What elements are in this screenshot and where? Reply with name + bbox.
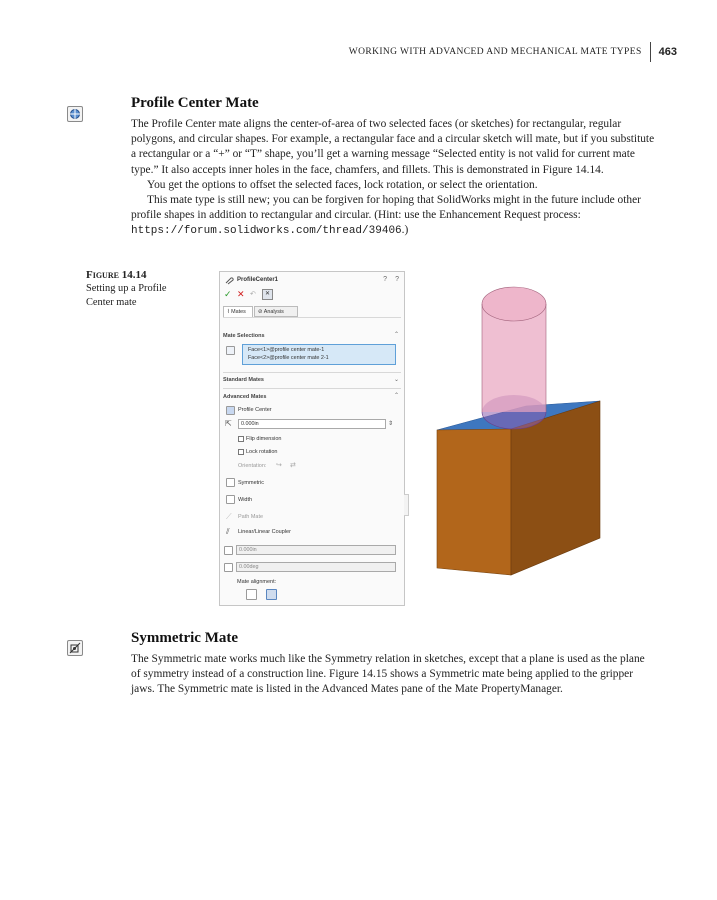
pushpin-icon[interactable]: ✕ — [262, 289, 273, 300]
tab-label: Mates — [231, 309, 246, 315]
symmetric-option[interactable]: Symmetric — [238, 480, 264, 486]
page-number: 463 — [658, 46, 677, 58]
linear-coupler-option[interactable]: Linear/Linear Coupler — [238, 529, 291, 535]
analysis-icon: ⊘ — [258, 309, 263, 315]
running-title: WORKING WITH ADVANCED AND MECHANICAL MATE TYPES — [348, 47, 642, 57]
paragraph: The Symmetric mate works much like the Symmetry relation in sketches, except that a plane is used as the plane of symmetry instead of a construction line. Figure 14.15 shows a Symmetric mate being applied to the gripper jaws. The Symmetric mate is listed in the Advanced Mates pane of the Mate PropertyManager. — [131, 653, 645, 696]
divider — [223, 372, 401, 373]
flip-dimension-label: Flip dimension — [246, 436, 282, 442]
panel-title: ProfileCenter1 — [237, 277, 279, 283]
paragraph-text: This mate type is still new; you can be forgiven for hoping that SolidWorks might in the future include other profile shapes in addition to rectangular and circular. (Hint: use the Enhancement Request process: — [131, 194, 641, 222]
path-mate-icon[interactable]: ⟋ — [226, 512, 232, 521]
angle-input[interactable]: 0.00deg — [236, 562, 396, 572]
paragraph: You get the options to offset the selected faces, lock rotation, or select the orientation. — [147, 178, 538, 191]
block-front-face — [437, 429, 511, 575]
linear-coupler-icon[interactable]: ⫽ — [226, 527, 230, 536]
tab-mates[interactable] — [223, 306, 253, 317]
mate-alignment-label: Mate alignment: — [237, 579, 277, 585]
tab-analysis[interactable] — [254, 306, 298, 317]
cylinder-top — [482, 287, 546, 321]
profile-center-mate-icon — [67, 106, 83, 122]
undo-icon[interactable]: ↶ — [250, 291, 256, 298]
mate-selections-icon — [226, 346, 235, 355]
width-option[interactable]: Width — [238, 497, 253, 503]
selection-item[interactable]: Face<2>@profile center mate 2-1 — [248, 355, 329, 361]
paragraph — [131, 193, 656, 240]
offset-input[interactable]: 0.000in — [238, 419, 386, 429]
profile-center-model-illustration — [430, 280, 620, 580]
spinner-icon[interactable]: ⇕ — [388, 421, 394, 427]
forum-url-link[interactable]: https://forum.solidworks.com/thread/39406 — [131, 225, 402, 238]
orientation-anti-aligned-icon[interactable]: ⇄ — [290, 462, 296, 469]
mate-property-manager — [219, 271, 405, 606]
section-standard-mates[interactable]: Standard Mates — [223, 377, 264, 383]
figure-caption — [86, 268, 196, 310]
cancel-x-icon[interactable]: ✕ — [237, 289, 245, 299]
profile-center-icon[interactable] — [226, 406, 235, 415]
lock-rotation-label: Lock rotation — [246, 449, 278, 455]
selection-list[interactable] — [242, 344, 396, 365]
aligned-icon[interactable] — [246, 589, 257, 600]
divider — [223, 317, 401, 318]
paperclip-icon — [224, 276, 234, 285]
figure-caption-text: Setting up a Profile Center mate — [86, 283, 167, 308]
width-icon[interactable] — [226, 495, 235, 504]
symmetric-mate-icon — [67, 640, 83, 656]
lock-rotation-checkbox[interactable] — [238, 449, 244, 455]
paragraph-text: .) — [401, 224, 409, 237]
ok-check-icon[interactable]: ✓ — [224, 289, 232, 299]
flip-dimension-checkbox[interactable] — [238, 436, 244, 442]
anti-aligned-icon[interactable] — [266, 589, 277, 600]
symmetric-icon[interactable] — [226, 478, 235, 487]
running-header — [349, 42, 677, 62]
section-body-symmetric — [131, 652, 656, 698]
distance-icon — [224, 546, 233, 555]
chevron-down-icon[interactable]: ⌄ — [393, 377, 399, 383]
orientation-label: Orientation: — [238, 463, 267, 469]
section-heading-symmetric: Symmetric Mate — [131, 630, 239, 646]
angle-icon — [224, 563, 233, 572]
selection-item[interactable]: Face<1>@profile center mate-1 — [248, 347, 325, 353]
chevron-up-icon[interactable]: ⌃ — [393, 332, 399, 338]
header-separator — [650, 42, 651, 62]
section-heading-profile-center: Profile Center Mate — [131, 95, 259, 111]
offset-distance-icon: ⇱ — [225, 419, 232, 428]
figure-label: Figure 14.14 — [86, 269, 147, 281]
chevron-up-icon[interactable]: ⌃ — [393, 393, 399, 399]
paragraph: The Profile Center mate aligns the center-of-area of two selected faces (or sketches) for rectangular, regular polygons, and circular shapes. For example, a rectangular face and a circular sketch will mate, but if you substitute a rectangular or a “+” or “T” shape, you’ll get a warning message “Selected entity is not valid for current mate type.” It also accepts inner holes in the face, chamfers, and fillets. This is demonstrated in Figure 14.14. — [131, 118, 655, 176]
section-body-profile-center — [131, 117, 656, 240]
help-icon[interactable]: ? — [383, 276, 387, 283]
tab-label: Analysis — [263, 309, 284, 315]
distance-input[interactable]: 0.000in — [236, 545, 396, 555]
divider — [223, 388, 401, 389]
profile-center-option[interactable]: Profile Center — [238, 407, 272, 413]
panel-collapse-handle[interactable] — [404, 494, 409, 516]
path-mate-option[interactable]: Path Mate — [238, 514, 264, 520]
section-mate-selections[interactable]: Mate Selections — [223, 333, 265, 339]
section-advanced-mates[interactable]: Advanced Mates — [223, 394, 267, 400]
tooltip-icon[interactable]: ? — [395, 276, 399, 283]
paperclip-icon: ⌇ — [227, 309, 230, 315]
orientation-aligned-icon[interactable]: ↪ — [276, 462, 282, 469]
